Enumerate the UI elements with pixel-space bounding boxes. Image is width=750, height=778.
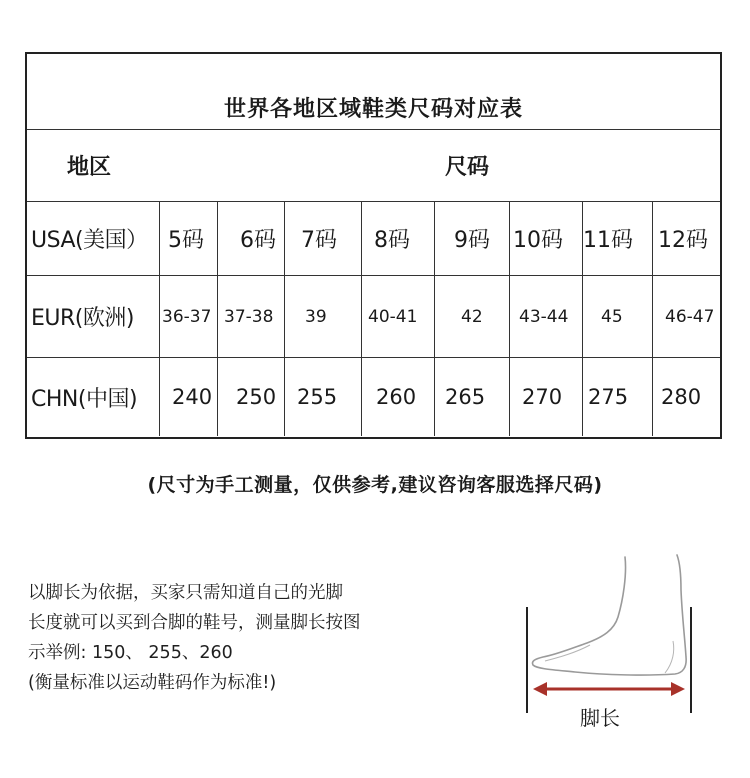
instruction-line: 以脚长为依据，买家只需知道自己的光脚 — [28, 583, 343, 603]
header-row — [27, 130, 720, 202]
instruction-line: 示举例: 150、 255、260 — [28, 643, 233, 663]
row-label-eur: EUR(欧洲) — [31, 306, 134, 331]
table-cell: 9码 — [434, 202, 509, 275]
table-row-eur — [27, 276, 720, 358]
table-cell: 5码 — [159, 202, 217, 275]
table-cell: 250 — [217, 358, 284, 436]
size-chart-table — [25, 52, 722, 439]
table-cell: 280 — [652, 358, 719, 436]
table-cell: 40-41 — [361, 276, 434, 357]
title-row — [27, 54, 720, 130]
row-label-usa: USA(美国） — [31, 228, 148, 253]
foot-length-caption: 脚长 — [580, 706, 620, 730]
table-cell: 43-44 — [509, 276, 582, 357]
table-cell: 265 — [434, 358, 509, 436]
instruction-line: 长度就可以买到合脚的鞋号，测量脚长按图 — [28, 613, 361, 633]
table-cell: 46-47 — [652, 276, 719, 357]
table-cell: 37-38 — [217, 276, 284, 357]
table-cell: 240 — [159, 358, 217, 436]
arrow-head-left — [533, 682, 547, 696]
table-cell: 275 — [582, 358, 652, 436]
table-cell: 10码 — [509, 202, 582, 275]
table-cell: 11码 — [582, 202, 652, 275]
table-cell: 45 — [582, 276, 652, 357]
table-cell: 270 — [509, 358, 582, 436]
table-cell: 6码 — [217, 202, 284, 275]
instruction-line: (衡量标准以运动鞋码作为标准!) — [28, 673, 277, 693]
table-cell: 36-37 — [159, 276, 217, 357]
table-cell: 39 — [284, 276, 361, 357]
table-cell: 260 — [361, 358, 434, 436]
header-size: 尺码 — [445, 155, 490, 180]
table-cell: 8码 — [361, 202, 434, 275]
table-cell: 42 — [434, 276, 509, 357]
instructions — [28, 578, 361, 698]
arrow-head-right — [671, 682, 685, 696]
table-cell: 12码 — [652, 202, 719, 275]
row-label-chn: CHN(中国) — [31, 386, 138, 412]
table-title: 世界各地区域鞋类尺码对应表 — [223, 97, 523, 122]
table-cell: 7码 — [284, 202, 361, 275]
table-row-usa — [27, 202, 720, 276]
table-row-chn — [27, 358, 720, 436]
measurement-note: (尺寸为手工测量，仅供参考,建议咨询客服选择尺码) — [147, 474, 603, 496]
table-cell: 255 — [284, 358, 361, 436]
header-region: 地区 — [67, 155, 112, 180]
